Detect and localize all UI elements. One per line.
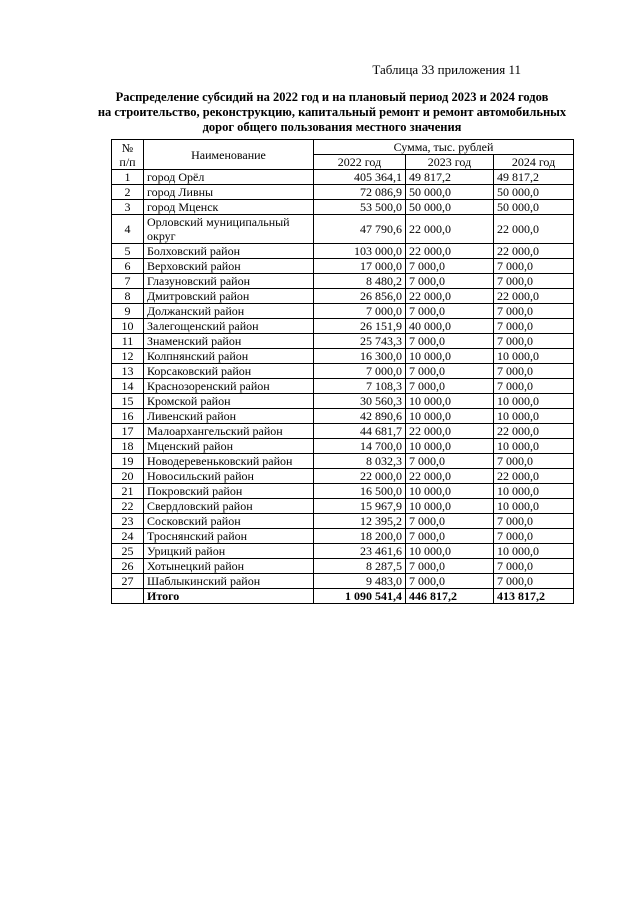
table-row <box>112 469 574 484</box>
row-value-2023: 7 000,0 <box>406 274 494 289</box>
row-value-2023: 7 000,0 <box>406 334 494 349</box>
row-value-2023: 10 000,0 <box>406 349 494 364</box>
table-row <box>112 364 574 379</box>
row-number: 21 <box>112 484 144 499</box>
table-row <box>112 574 574 589</box>
row-name: Сосковский район <box>144 514 314 529</box>
header-2023: 2023 год <box>406 155 494 170</box>
row-value-2024: 7 000,0 <box>494 274 574 289</box>
row-value-2022: 7 108,3 <box>314 379 406 394</box>
table-row <box>112 499 574 514</box>
row-value-2024: 10 000,0 <box>494 484 574 499</box>
table-row <box>112 544 574 559</box>
row-value-2022: 72 086,9 <box>314 185 406 200</box>
row-value-2024: 22 000,0 <box>494 289 574 304</box>
title-line: Распределение субсидий на 2022 год и на плановый период 2023 и 2024 годов <box>115 90 549 104</box>
table-row <box>112 379 574 394</box>
row-number: 6 <box>112 259 144 274</box>
row-value-2022: 16 500,0 <box>314 484 406 499</box>
table-row <box>112 215 574 244</box>
total-label: Итого <box>144 589 314 604</box>
row-value-2024: 22 000,0 <box>494 424 574 439</box>
row-name: Шаблыкинский район <box>144 574 314 589</box>
row-name: Ливенский район <box>144 409 314 424</box>
row-value-2022: 8 287,5 <box>314 559 406 574</box>
row-value-2023: 22 000,0 <box>406 424 494 439</box>
row-value-2023: 7 000,0 <box>406 514 494 529</box>
header-2024: 2024 год <box>494 155 574 170</box>
row-number: 5 <box>112 244 144 259</box>
row-value-2024: 10 000,0 <box>494 544 574 559</box>
row-name: Должанский район <box>144 304 314 319</box>
row-value-2023: 50 000,0 <box>406 200 494 215</box>
header-name: Наименование <box>144 140 314 170</box>
row-name: Кромской район <box>144 394 314 409</box>
row-number: 2 <box>112 185 144 200</box>
header-2022: 2022 год <box>314 155 406 170</box>
row-number: 12 <box>112 349 144 364</box>
row-value-2024: 7 000,0 <box>494 304 574 319</box>
table-row <box>112 244 574 259</box>
row-value-2023: 10 000,0 <box>406 409 494 424</box>
row-value-2022: 405 364,1 <box>314 170 406 185</box>
row-value-2022: 25 743,3 <box>314 334 406 349</box>
row-name: город Мценск <box>144 200 314 215</box>
table-row <box>112 349 574 364</box>
row-name: город Ливны <box>144 185 314 200</box>
row-value-2023: 10 000,0 <box>406 499 494 514</box>
document-title <box>90 90 574 135</box>
table-row <box>112 319 574 334</box>
row-value-2022: 18 200,0 <box>314 529 406 544</box>
row-value-2022: 44 681,7 <box>314 424 406 439</box>
table-row <box>112 409 574 424</box>
row-value-2023: 40 000,0 <box>406 319 494 334</box>
row-number: 14 <box>112 379 144 394</box>
row-name: Урицкий район <box>144 544 314 559</box>
row-value-2024: 49 817,2 <box>494 170 574 185</box>
row-name: Верховский район <box>144 259 314 274</box>
table-body <box>112 170 574 604</box>
row-value-2024: 50 000,0 <box>494 185 574 200</box>
table-row <box>112 424 574 439</box>
row-value-2022: 8 480,2 <box>314 274 406 289</box>
row-value-2024: 7 000,0 <box>494 529 574 544</box>
row-value-2024: 22 000,0 <box>494 244 574 259</box>
row-name: Покровский район <box>144 484 314 499</box>
row-value-2022: 9 483,0 <box>314 574 406 589</box>
row-value-2024: 7 000,0 <box>494 334 574 349</box>
row-name: Троснянский район <box>144 529 314 544</box>
row-name: Залегощенский район <box>144 319 314 334</box>
title-line: на строительство, реконструкцию, капитальный ремонт и ремонт автомобильных <box>97 105 567 119</box>
row-value-2024: 50 000,0 <box>494 200 574 215</box>
table-row <box>112 559 574 574</box>
row-value-2023: 22 000,0 <box>406 289 494 304</box>
row-name: Краснозоренский район <box>144 379 314 394</box>
row-number: 10 <box>112 319 144 334</box>
row-number: 27 <box>112 574 144 589</box>
row-value-2024: 10 000,0 <box>494 349 574 364</box>
row-number: 13 <box>112 364 144 379</box>
total-row <box>112 589 574 604</box>
table-caption: Таблица 33 приложения 11 <box>372 62 521 77</box>
row-value-2023: 10 000,0 <box>406 544 494 559</box>
table-row <box>112 484 574 499</box>
table-row <box>112 185 574 200</box>
row-value-2022: 17 000,0 <box>314 259 406 274</box>
row-value-2022: 12 395,2 <box>314 514 406 529</box>
row-number: 4 <box>112 215 144 244</box>
row-number: 22 <box>112 499 144 514</box>
row-value-2023: 10 000,0 <box>406 439 494 454</box>
row-value-2022: 30 560,3 <box>314 394 406 409</box>
row-number: 25 <box>112 544 144 559</box>
row-value-2023: 22 000,0 <box>406 469 494 484</box>
row-value-2022: 16 300,0 <box>314 349 406 364</box>
row-value-2023: 50 000,0 <box>406 185 494 200</box>
row-value-2022: 47 790,6 <box>314 215 406 244</box>
table-row <box>112 514 574 529</box>
table-row <box>112 170 574 185</box>
row-number: 3 <box>112 200 144 215</box>
row-value-2024: 10 000,0 <box>494 394 574 409</box>
table-row <box>112 259 574 274</box>
total-number-cell <box>112 589 144 604</box>
row-value-2022: 15 967,9 <box>314 499 406 514</box>
row-value-2022: 103 000,0 <box>314 244 406 259</box>
row-value-2024: 10 000,0 <box>494 499 574 514</box>
row-value-2023: 22 000,0 <box>406 215 494 244</box>
row-name: город Орёл <box>144 170 314 185</box>
table-row <box>112 334 574 349</box>
row-value-2024: 7 000,0 <box>494 379 574 394</box>
table-row <box>112 439 574 454</box>
total-value-2022: 1 090 541,4 <box>314 589 406 604</box>
row-name: Новосильский район <box>144 469 314 484</box>
row-value-2022: 8 032,3 <box>314 454 406 469</box>
row-value-2023: 22 000,0 <box>406 244 494 259</box>
table-row <box>112 529 574 544</box>
row-name: Болховский район <box>144 244 314 259</box>
row-value-2022: 14 700,0 <box>314 439 406 454</box>
row-value-2024: 7 000,0 <box>494 559 574 574</box>
row-number: 26 <box>112 559 144 574</box>
row-value-2022: 22 000,0 <box>314 469 406 484</box>
row-number: 11 <box>112 334 144 349</box>
row-name: Новодеревеньковский район <box>144 454 314 469</box>
row-value-2024: 22 000,0 <box>494 469 574 484</box>
row-name: Знаменский район <box>144 334 314 349</box>
row-value-2024: 10 000,0 <box>494 439 574 454</box>
row-value-2023: 7 000,0 <box>406 259 494 274</box>
row-value-2023: 7 000,0 <box>406 364 494 379</box>
row-value-2024: 7 000,0 <box>494 364 574 379</box>
table-row <box>112 289 574 304</box>
row-number: 1 <box>112 170 144 185</box>
row-value-2023: 7 000,0 <box>406 454 494 469</box>
table-row <box>112 454 574 469</box>
total-value-2023: 446 817,2 <box>406 589 494 604</box>
row-name: Мценский район <box>144 439 314 454</box>
row-name: Колпнянский район <box>144 349 314 364</box>
row-value-2024: 7 000,0 <box>494 574 574 589</box>
row-value-2024: 10 000,0 <box>494 409 574 424</box>
table-row <box>112 200 574 215</box>
row-number: 15 <box>112 394 144 409</box>
row-number: 17 <box>112 424 144 439</box>
row-number: 9 <box>112 304 144 319</box>
header-num <box>112 140 144 170</box>
total-value-2024: 413 817,2 <box>494 589 574 604</box>
row-name: Дмитровский район <box>144 289 314 304</box>
row-value-2024: 7 000,0 <box>494 319 574 334</box>
row-value-2023: 10 000,0 <box>406 394 494 409</box>
row-value-2022: 53 500,0 <box>314 200 406 215</box>
row-value-2023: 7 000,0 <box>406 559 494 574</box>
row-number: 18 <box>112 439 144 454</box>
row-number: 8 <box>112 289 144 304</box>
row-value-2023: 7 000,0 <box>406 574 494 589</box>
header-num-sign: № <box>121 140 134 155</box>
row-number: 20 <box>112 469 144 484</box>
row-value-2023: 49 817,2 <box>406 170 494 185</box>
row-value-2023: 7 000,0 <box>406 529 494 544</box>
row-name: Хотынецкий район <box>144 559 314 574</box>
row-name: Свердловский район <box>144 499 314 514</box>
row-name: Корсаковский район <box>144 364 314 379</box>
row-value-2022: 26 151,9 <box>314 319 406 334</box>
table-row <box>112 274 574 289</box>
row-value-2023: 7 000,0 <box>406 379 494 394</box>
table-row <box>112 304 574 319</box>
title-line: дорог общего пользования местного значения <box>202 120 462 134</box>
row-number: 7 <box>112 274 144 289</box>
row-name: Глазуновский район <box>144 274 314 289</box>
row-value-2022: 7 000,0 <box>314 364 406 379</box>
row-number: 16 <box>112 409 144 424</box>
row-number: 24 <box>112 529 144 544</box>
header-num-pp: п/п <box>119 154 136 169</box>
subsidy-table <box>111 139 574 604</box>
table-row <box>112 394 574 409</box>
row-value-2022: 26 856,0 <box>314 289 406 304</box>
row-value-2022: 23 461,6 <box>314 544 406 559</box>
row-value-2022: 7 000,0 <box>314 304 406 319</box>
row-number: 23 <box>112 514 144 529</box>
row-name: Малоархангельский район <box>144 424 314 439</box>
row-value-2024: 7 000,0 <box>494 454 574 469</box>
header-sum: Сумма, тыс. рублей <box>314 140 574 155</box>
row-value-2023: 7 000,0 <box>406 304 494 319</box>
row-value-2024: 7 000,0 <box>494 259 574 274</box>
row-value-2023: 10 000,0 <box>406 484 494 499</box>
row-name: Орловский муниципальный округ <box>144 215 314 244</box>
row-number: 19 <box>112 454 144 469</box>
row-value-2024: 22 000,0 <box>494 215 574 244</box>
row-value-2024: 7 000,0 <box>494 514 574 529</box>
row-value-2022: 42 890,6 <box>314 409 406 424</box>
